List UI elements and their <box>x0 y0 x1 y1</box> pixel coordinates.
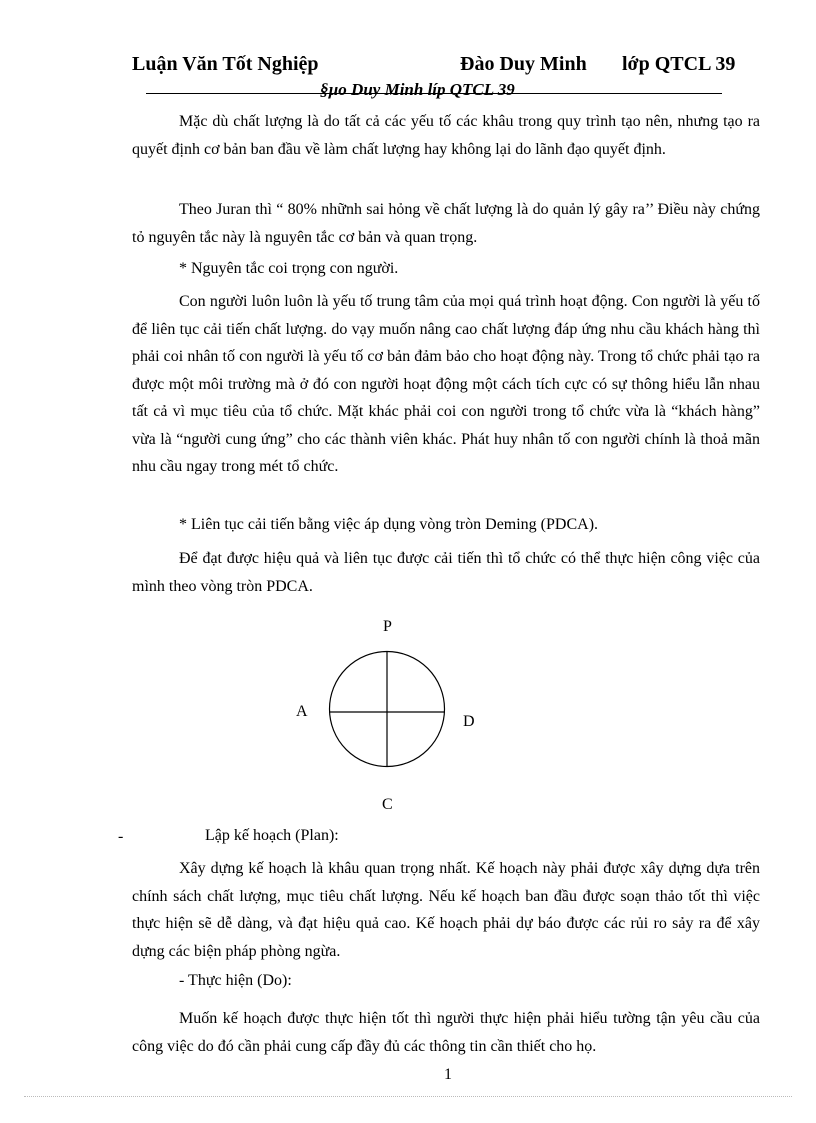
header-class: lớp QTCL 39 <box>622 53 736 75</box>
plan-dash: - <box>118 828 124 845</box>
page-number: 1 <box>444 1066 452 1083</box>
diagram-label-c: C <box>382 796 393 813</box>
header-overlap-text: §µo Duy Minh líp QTCL 39 <box>320 80 515 99</box>
page-bottom-divider <box>24 1096 792 1097</box>
header-author: Đào Duy Minh <box>460 53 587 75</box>
paragraph-1: Mặc dù chất lượng là do tất cả các yếu tố các khâu trong quy trình tạo nên, nhưng tạo ra quyết định cơ bản ban đầu về làm chất lượng hay không lại do lãnh đạo quyết định. <box>132 113 760 158</box>
plan-heading: Lập kế hoạch (Plan): <box>205 827 339 844</box>
diagram-label-a: A <box>296 703 308 720</box>
paragraph-4: Con người luôn luôn là yếu tố trung tâm của mọi quá trình hoạt động. Con người là yếu tố để liên tục cải tiến chất lượng. do vạy muốn nâng cao chất lượng đáp ứng nhu cầu khách hàng thì phải coi nhân tố con người là yếu tố cơ bản đảm bảo cho hoạt động này. Trong tổ chức phải tạo ra được một môi trường mà ở đó con người hoạt động một cách tích cực có sự thông hiểu lẫn nhau tất cả vì mục tiêu của tổ chức. Mặt khác phải coi con người trong tổ chức vừa là “khách hàng” vừa là “người cung ứng” cho các thành viên khác. Phát huy nhân tố con người chính là thoả mãn nhu cầu ngay trong mét tổ chức. <box>132 293 760 475</box>
paragraph-8: Muốn kế hoạch được thực hiện tốt thì người thực hiện phải hiểu tường tận yêu cầu của công việc do đó cần phải cung cấp đầy đủ các thông tin cần thiết cho họ. <box>132 1010 760 1055</box>
paragraph-2: Theo Juran thì “ 80% nhữnh sai hỏng về chất lượng là do quản lý gây ra’’ Điều này chứng tỏ nguyên tắc này là nguyên tắc cơ bản và quan trọng. <box>132 201 760 246</box>
paragraph-7: Xây dựng kế hoạch là khâu quan trọng nhất. Kế hoạch này phải được xây dựng dựa trên chính sách chất lượng, mục tiêu chất lượng. Nếu kế hoạch ban đầu được soạn thảo tốt thì việc thực hiện sẽ dễ dàng, và đạt hiệu quả cao. Kế hoạch phải dự báo được các rủi ro sảy ra để xây dựng các biện pháp phòng ngừa. <box>132 860 760 960</box>
header-title: Luận Văn Tốt Nghiệp <box>132 53 319 75</box>
principle-pdca-heading: * Liên tục cải tiến bằng việc áp dụng vòng tròn Deming (PDCA). <box>179 516 599 533</box>
paragraph-6: Để đạt được hiệu quả và liên tục được cải tiến thì tổ chức có thể thực hiện công việc của mình theo vòng tròn PDCA. <box>132 550 760 595</box>
do-heading: - Thực hiện (Do): <box>179 972 292 989</box>
diagram-label-p: P <box>383 618 392 635</box>
pdca-circle-diagram <box>328 650 448 770</box>
principle-people-heading: * Nguyên tắc coi trọng con người. <box>179 260 399 277</box>
header-rule <box>146 93 722 94</box>
diagram-label-d: D <box>463 713 475 730</box>
